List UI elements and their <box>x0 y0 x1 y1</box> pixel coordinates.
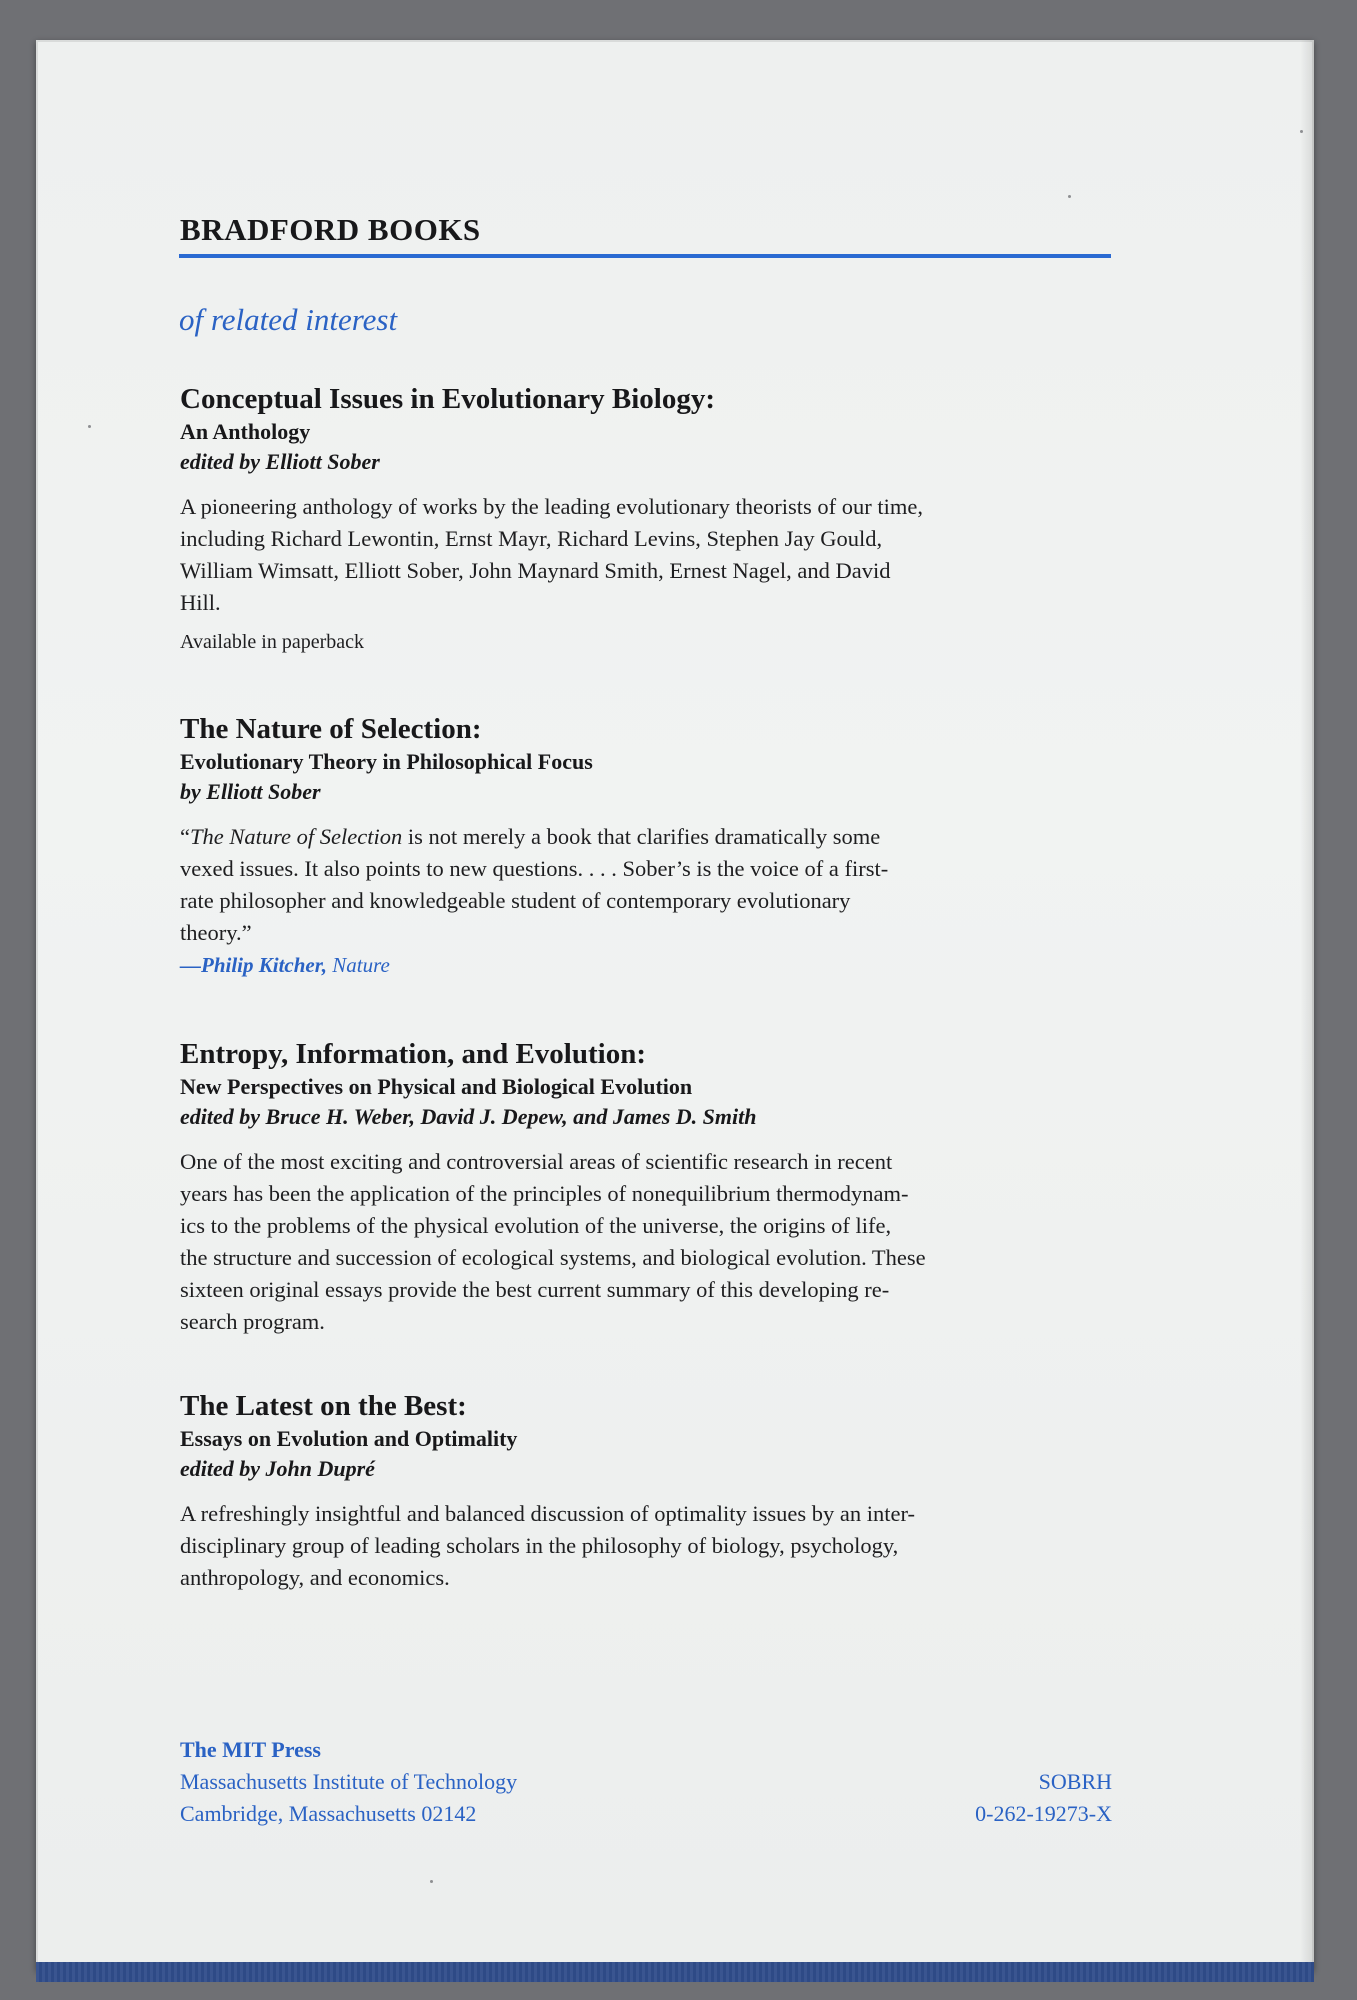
isbn: 0-262-19273-X <box>975 1801 1112 1826</box>
attribution-name: —Philip Kitcher, <box>180 953 328 977</box>
description-line <box>180 821 1120 853</box>
book-description <box>180 491 1120 619</box>
cover-edge-shadow <box>1300 40 1314 1970</box>
description-line: including Richard Lewontin, Ernst Mayr, Richard Levins, Stephen Jay Gould, <box>180 526 883 551</box>
description-line: rate philosopher and knowledgeable student of contemporary evolutionary <box>180 888 851 913</box>
paper-speck <box>1300 130 1303 133</box>
description-line: Hill. <box>180 590 221 615</box>
book-title: The Latest on the Best: <box>180 1390 467 1422</box>
series-rule <box>179 254 1111 258</box>
book-subtitle: Evolutionary Theory in Philosophical Focus <box>180 749 593 774</box>
series-title: BRADFORD BOOKS <box>180 212 481 247</box>
book-description <box>180 1498 1120 1594</box>
order-code: SOBRH <box>1038 1769 1112 1794</box>
book-credit: edited by Elliott Sober <box>180 449 380 474</box>
publisher-institution: Massachusetts Institute of Technology <box>180 1769 518 1794</box>
publisher-address: Cambridge, Massachusetts 02142 <box>180 1801 477 1826</box>
publisher-name: The MIT Press <box>180 1737 321 1762</box>
book-title: The Nature of Selection: <box>180 713 482 745</box>
description-line: vexed issues. It also points to new questions. . . . Sober’s is the voice of a first- <box>180 856 889 881</box>
description-line: anthropology, and economics. <box>180 1565 450 1590</box>
publisher-block <box>180 1734 517 1830</box>
attribution-source: Nature <box>332 953 390 977</box>
related-heading: of related interest <box>179 302 398 337</box>
paper-speck <box>88 425 91 428</box>
book-credit: by Elliott Sober <box>180 779 321 804</box>
description-line: search program. <box>180 1309 325 1334</box>
description-line: the structure and succession of ecological systems, and biological evolution. These <box>180 1245 926 1270</box>
description-line: sixteen original essays provide the best current summary of this developing re- <box>180 1277 890 1302</box>
book-entry <box>180 711 1120 981</box>
book-subtitle: An Anthology <box>180 419 311 444</box>
description-line: A pioneering anthology of works by the leading evolutionary theorists of our time, <box>180 494 923 519</box>
description-line: A refreshingly insightful and balanced discussion of optimality issues by an inter- <box>180 1501 916 1526</box>
quote-attribution <box>180 949 1120 981</box>
book-credit: edited by Bruce H. Weber, David J. Depew, and James D. Smith <box>180 1104 757 1129</box>
cloth-binding-strip <box>36 1962 1314 1982</box>
book-entry <box>180 1036 1120 1338</box>
book-credit: edited by John Dupré <box>180 1456 375 1481</box>
description-line: years has been the application of the principles of nonequilibrium thermodynam- <box>180 1181 909 1206</box>
description-line: One of the most exciting and controversial areas of scientific research in recent <box>180 1149 893 1174</box>
quote-text: is not merely a book that clarifies dramatically some <box>402 824 881 849</box>
availability-note: Available in paperback <box>180 631 364 653</box>
paper-speck <box>1068 195 1071 198</box>
description-line: ics to the problems of the physical evolution of the universe, the origins of life, <box>180 1213 892 1238</box>
quote-open-mark: “ <box>180 824 190 849</box>
book-codes <box>930 1766 1112 1830</box>
book-subtitle: New Perspectives on Physical and Biological Evolution <box>180 1074 693 1099</box>
paper-speck <box>430 1880 433 1883</box>
description-line: William Wimsatt, Elliott Sober, John Maynard Smith, Ernest Nagel, and David <box>180 558 891 583</box>
description-line: theory.” <box>180 920 252 945</box>
book-entry <box>180 381 1120 657</box>
book-title: Conceptual Issues in Evolutionary Biology: <box>180 383 715 415</box>
book-subtitle: Essays on Evolution and Optimality <box>180 1426 518 1451</box>
book-quote <box>180 821 1120 949</box>
description-line: disciplinary group of leading scholars in the philosophy of biology, psychology, <box>180 1533 899 1558</box>
book-title: Entropy, Information, and Evolution: <box>180 1038 646 1070</box>
quoted-book-title: The Nature of Selection <box>190 824 403 849</box>
book-entry <box>180 1388 1120 1594</box>
book-description <box>180 1146 1120 1338</box>
